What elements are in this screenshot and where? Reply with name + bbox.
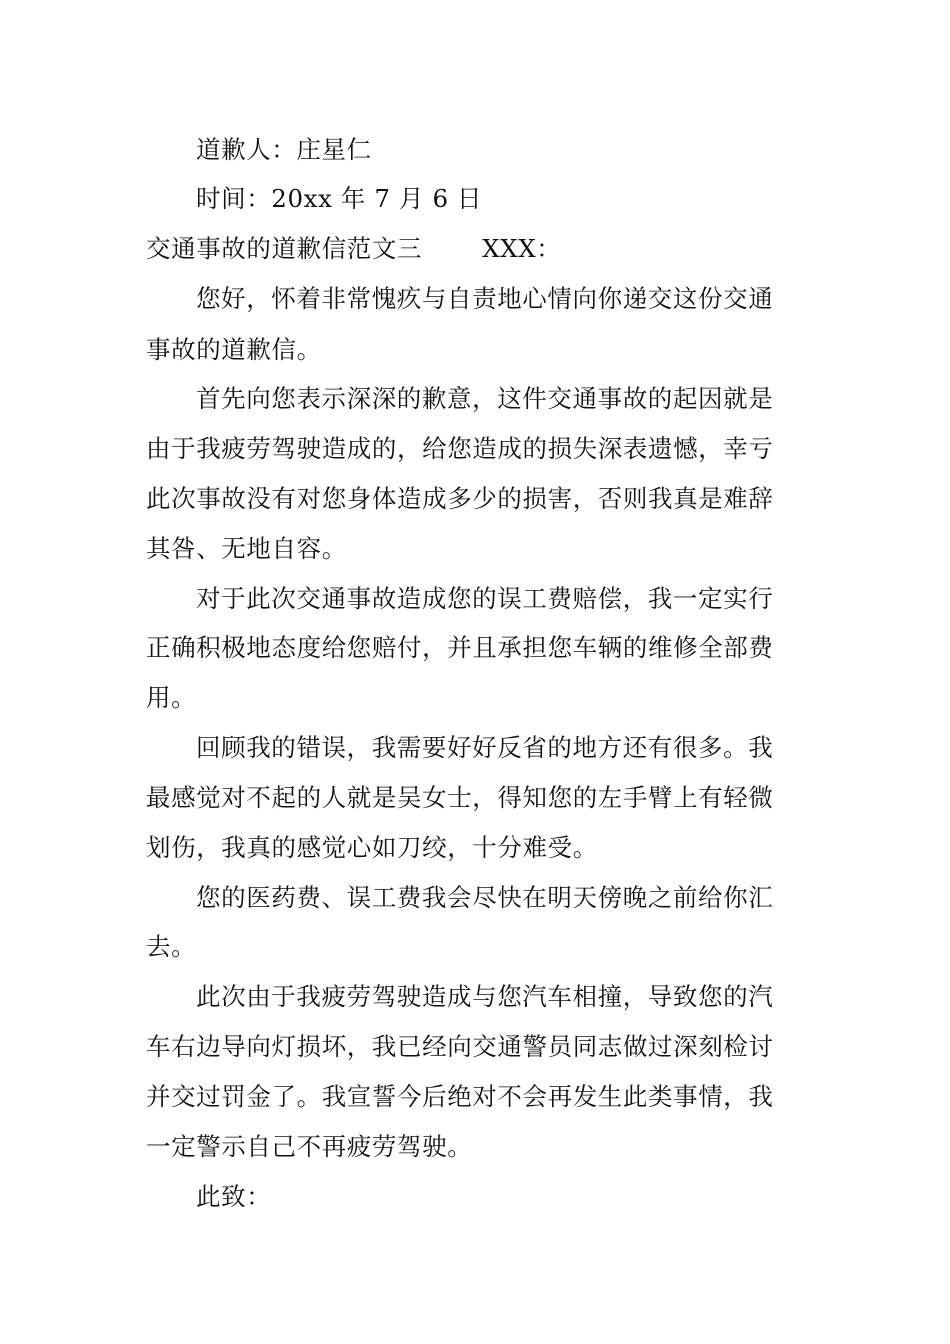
body-line: 回顾我的错误，我需要好好反省的地方还有很多。我 (196, 733, 774, 762)
body-line: 最感觉对不起的人就是吴女士，得知您的左手臂上有轻微 (146, 783, 774, 812)
body-line: 首先向您表示深深的歉意，这件交通事故的起因就是 (196, 384, 774, 413)
body-line: 正确积极地态度给您赔付，并且承担您车辆的维修全部费 (146, 633, 774, 662)
body-line: 您的医药费、误工费我会尽快在明天傍晚之前给你汇 (196, 883, 774, 912)
body-line: 用。 (146, 683, 197, 712)
body-line: 车右边导向灯损坏，我已经向交通警员同志做过深刻检讨 (146, 1032, 774, 1061)
body-line: 并交过罚金了。我宣誓今后绝对不会再发生此类事情，我 (146, 1082, 774, 1111)
body-line: 此次由于我疲劳驾驶造成与您汽车相撞，导致您的汽 (196, 982, 774, 1011)
body-line: 您好，怀着非常愧疚与自责地心情向你递交这份交通 (196, 284, 774, 313)
letter-recipient: XXX： (482, 234, 562, 263)
body-line: 由于我疲劳驾驶造成的，给您造成的损失深表遗憾，幸亏 (146, 434, 774, 463)
body-line: 对于此次交通事故造成您的误工费赔偿，我一定实行 (196, 584, 774, 613)
body-line: 一定警示自己不再疲劳驾驶。 (146, 1132, 473, 1161)
letter-heading (146, 234, 561, 264)
body-line: 此次事故没有对您身体造成多少的损害，否则我真是难辞 (146, 484, 774, 513)
closing-line: 此致： (196, 1182, 272, 1211)
letter-title: 交通事故的道歉信范文三 (146, 234, 423, 263)
date-line: 时间：20xx 年 7 月 6 日 (196, 184, 483, 213)
body-line: 去。 (146, 932, 197, 961)
body-line: 事故的道歉信。 (146, 335, 322, 364)
apologizer-line: 道歉人：庄星仁 (196, 135, 372, 164)
body-line: 其咎、无地自容。 (146, 534, 347, 563)
body-line: 划伤，我真的感觉心如刀绞，十分难受。 (146, 833, 598, 862)
